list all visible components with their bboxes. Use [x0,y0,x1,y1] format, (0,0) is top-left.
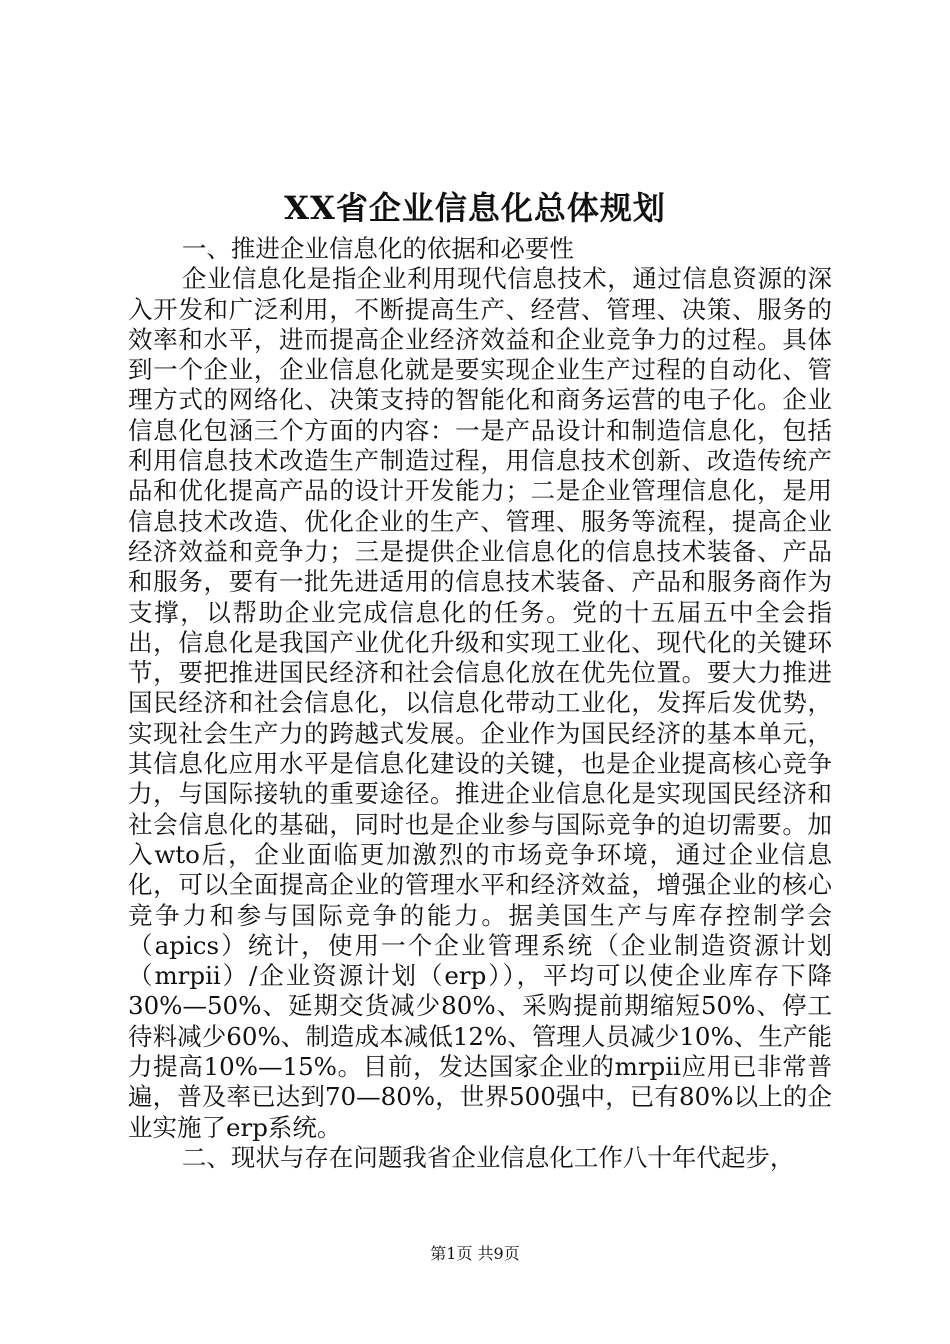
section-heading-1: 一、推进企业信息化的依据和必要性 [181,234,574,263]
page-number-footer: 第1页 共9页 [430,1244,520,1263]
document-title: XX省企业信息化总体规划 [284,189,666,227]
body-paragraph: 企业信息化是指企业利用现代信息技术，通过信息资源的深入开发和广泛利用，不断提高生产、经营、管理、决策、服务的效率和水平，进而提高企业经济效益和企业竞争力的过程。具体到一个企业，企业信息化就是要实现企业生产过程的自动化、管理方式的网络化、决策支持的智能化和商务运营的电子化。企业信息化包涵三个方面的内容：一是产品设计和制造信息化，包括利用信息技术改造生产制造过程，用信息技术创新、改造传统产品和优化提高产品的设计开发能力；二是企业管理信息化，是用信息技术改造、优化企业的生产、管理、服务等流程，提高企业经济效益和竞争力；三是提供企业信息化的信息技术装备、产品和服务，要有一批先进适用的信息技术装备、产品和服务商作为支撑，以帮助企业完成信息化的任务。党的十五届五中全会指出，信息化是我国产业优化升级和实现工业化、现代化的关键环节，要把推进国民经济和社会信息化放在优先位置。要大力推进国民经济和社会信息化，以信息化带动工业化，发挥后发优势，实现社会生产力的跨越式发展。企业作为国民经济的基本单元，其信息化应用水平是信息化建设的关键，也是企业提高核心竞争力，与国际接轨的重要途径。推进企业信息化是实现国民经济和社会信息化的基础，同时也是企业参与国际竞争的迫切需要。加入wto后，企业面临更加激烈的市场竞争环境，通过企业信息化，可以全面提高企业的管理水平和经济效益，增强企业的核心竞争力和参与国际竞争的能力。据美国生产与库存控制学会（apics）统计，使用一个企业管理系统（企业制造资源计划（mrpii）/企业资源计划（erp）），平均可以使企业库存下降30%—50%、延期交货减少80%、采购提前期缩短50%、停工待料减少60%、制造成本减低12%、管理人员减少10%、生产能力提高10%—15%。目前，发达国家企业的mrpii应用已非常普遍，普及率已达到70—80%，世界500强中，已有80%以上的企业实施了erp系统。 [128,264,832,1142]
section-heading-2: 二、现状与存在问题我省企业信息化工作八十年代起步， [181,1142,795,1172]
document-body [128,234,832,1173]
